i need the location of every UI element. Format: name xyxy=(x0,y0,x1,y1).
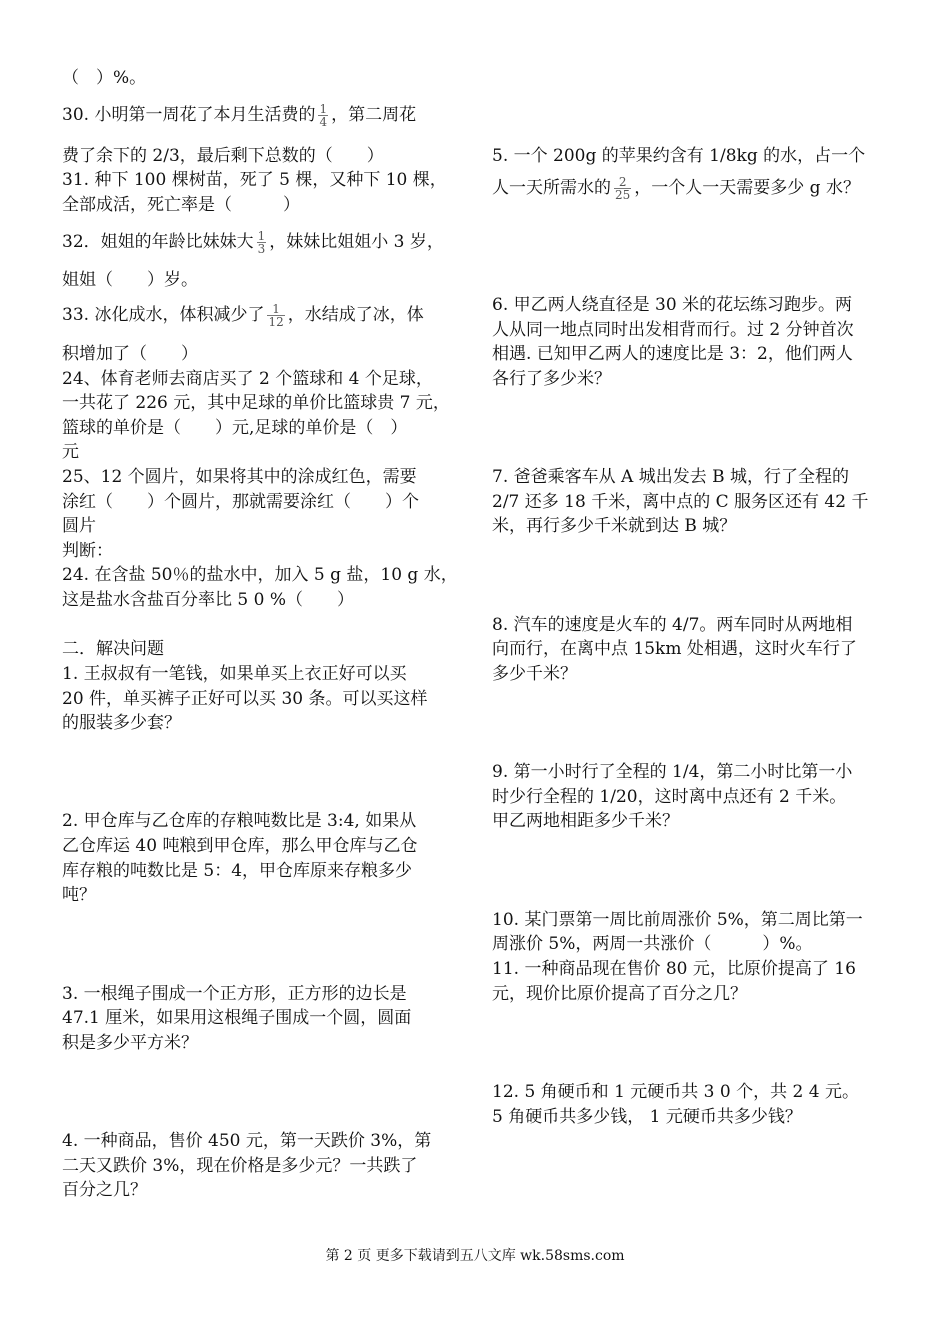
p3-line2: 47.1 厘米，如果用这根绳子围成一个圆，圆面 xyxy=(62,1008,412,1028)
q30-line2: 费了余下的 2/3，最后剩下总数的（ ） xyxy=(62,146,384,166)
p4-line2: 二天又跌价 3%，现在价格是多少元？一共跌了 xyxy=(62,1156,418,1176)
p9-line3: 甲乙两地相距多少千米？ xyxy=(492,811,679,831)
p3-line3: 积是多少平方米？ xyxy=(62,1033,198,1053)
p7-line1: 7. 爸爸乘客车从 A 城出发去 B 城，行了全程的 xyxy=(492,467,850,487)
p3-line1: 3. 一根绳子围成一个正方形，正方形的边长是 xyxy=(62,984,407,1004)
p2-line4: 吨？ xyxy=(62,885,96,905)
q29-tail: （ ）%。 xyxy=(62,68,147,88)
q24-line1: 24、体育老师去商店买了 2 个篮球和 4 个足球， xyxy=(62,369,433,389)
q33-line1: 33. 冰化成水，体积减少了 $\frac{1}{12}$ ，水结成了冰，体 xyxy=(62,302,424,329)
q30-line1: 30. 小明第一周花了本月生活费的 $\frac{1}{4}$ ，第二周花 xyxy=(62,102,417,129)
p1-line1: 1. 王叔叔有一笔钱，如果单买上衣正好可以买 xyxy=(62,664,407,684)
q31-line2: 全部成活，死亡率是（ ） xyxy=(62,195,300,215)
p6-line2: 人从同一地点同时出发相背而行。过 2 分钟首次 xyxy=(492,320,854,340)
p2-line1: 2. 甲仓库与乙仓库的存粮吨数比是 3:4, 如果从 xyxy=(62,811,417,831)
p10-line2: 周涨价 5%，两周一共涨价（ ）%。 xyxy=(492,934,813,954)
page-footer: 第 2 页 更多下载请到五八文库 wk.58sms.com xyxy=(325,1248,625,1264)
section-heading-problems: 二．解决问题 xyxy=(62,639,164,659)
judge-heading: 判断： xyxy=(62,541,113,561)
p6-line1: 6. 甲乙两人绕直径是 30 米的花坛练习跑步。两 xyxy=(492,295,853,315)
fraction-one-third: $\frac{1}{3}$ xyxy=(257,229,266,256)
p12-line2: 5 角硬币共多少钱， 1 元硬币共多少钱？ xyxy=(492,1107,802,1127)
p9-line2: 时少行全程的 1/20，这时离中点还有 2 千米。 xyxy=(492,787,847,807)
judge-24-line2: 这是盐水含盐百分率比 5 0 %（ ） xyxy=(62,590,354,610)
p7-line2: 2/7 还多 18 千米，离中点的 C 服务区还有 42 千 xyxy=(492,492,869,512)
p4-line1: 4. 一种商品，售价 450 元，第一天跌价 3%，第 xyxy=(62,1131,432,1151)
q33-line2: 积增加了（ ） xyxy=(62,344,198,364)
q25-line3: 圆片 xyxy=(62,516,96,536)
p8-line1: 8. 汽车的速度是火车的 4/7。两车同时从两地相 xyxy=(492,615,853,635)
p8-line2: 向而行，在离中点 15km 处相遇，这时火车行了 xyxy=(492,639,857,659)
p6-line3: 相遇. 已知甲乙两人的速度比是 3：2，他们两人 xyxy=(492,344,853,364)
p11-line1: 11. 一种商品现在售价 80 元，比原价提高了 16 xyxy=(492,959,856,979)
q24-line4: 元 xyxy=(62,442,79,462)
p2-line2: 乙仓库运 40 吨粮到甲仓库，那么甲仓库与乙仓 xyxy=(62,836,418,856)
p6-line4: 各行了多少米？ xyxy=(492,369,611,389)
p2-line3: 库存粮的吨数比是 5：4，甲仓库原来存粮多少 xyxy=(62,861,413,881)
p10-line1: 10. 某门票第一周比前周涨价 5%，第二周比第一 xyxy=(492,910,863,930)
q24-line3: 篮球的单价是（ ）元,足球的单价是（ ） xyxy=(62,418,408,438)
p7-line3: 米，再行多少千米就到达 B 城？ xyxy=(492,516,737,536)
fraction-one-twelfth: $\frac{1}{12}$ xyxy=(268,302,284,329)
q24-line2: 一共花了 226 元，其中足球的单价比篮球贵 7 元， xyxy=(62,393,450,413)
p4-line3: 百分之几？ xyxy=(62,1180,147,1200)
p1-line3: 的服装多少套？ xyxy=(62,713,181,733)
q32-line1: 32．姐姐的年龄比妹妹大 $\frac{1}{3}$ ，妹妹比姐姐小 3 岁， xyxy=(62,229,444,256)
q32-line2: 姐姐（ ）岁。 xyxy=(62,270,198,290)
q25-line1: 25、12 个圆片，如果将其中的涂成红色，需要 xyxy=(62,467,417,487)
fraction-two-twentyfifths: $\frac{2}{25}$ xyxy=(615,175,631,202)
p12-line1: 12. 5 角硬币和 1 元硬币共 3 0 个，共 2 4 元。 xyxy=(492,1082,859,1102)
judge-24-line1: 24. 在含盐 50％的盐水中，加入 5 g 盐，10 g 水， xyxy=(62,565,458,585)
fraction-one-quarter: $\frac{1}{4}$ xyxy=(319,102,328,129)
p11-line2: 元，现价比原价提高了百分之几？ xyxy=(492,984,747,1004)
p5-line1: 5. 一个 200g 的苹果约含有 1/8kg 的水，占一个 xyxy=(492,146,866,166)
p5-line2: 人一天所需水的 $\frac{2}{25}$ ，一个人一天需要多少 g 水？ xyxy=(492,175,860,202)
p8-line3: 多少千米？ xyxy=(492,664,577,684)
p1-line2: 20 件，单买裤子正好可以买 30 条。可以买这样 xyxy=(62,689,428,709)
p9-line1: 9. 第一小时行了全程的 1/4，第二小时比第一小 xyxy=(492,762,853,782)
q25-line2: 涂红（ ）个圆片，那就需要涂红（ ）个 xyxy=(62,492,419,512)
q31-line1: 31. 种下 100 棵树苗，死了 5 棵，又种下 10 棵， xyxy=(62,170,447,190)
